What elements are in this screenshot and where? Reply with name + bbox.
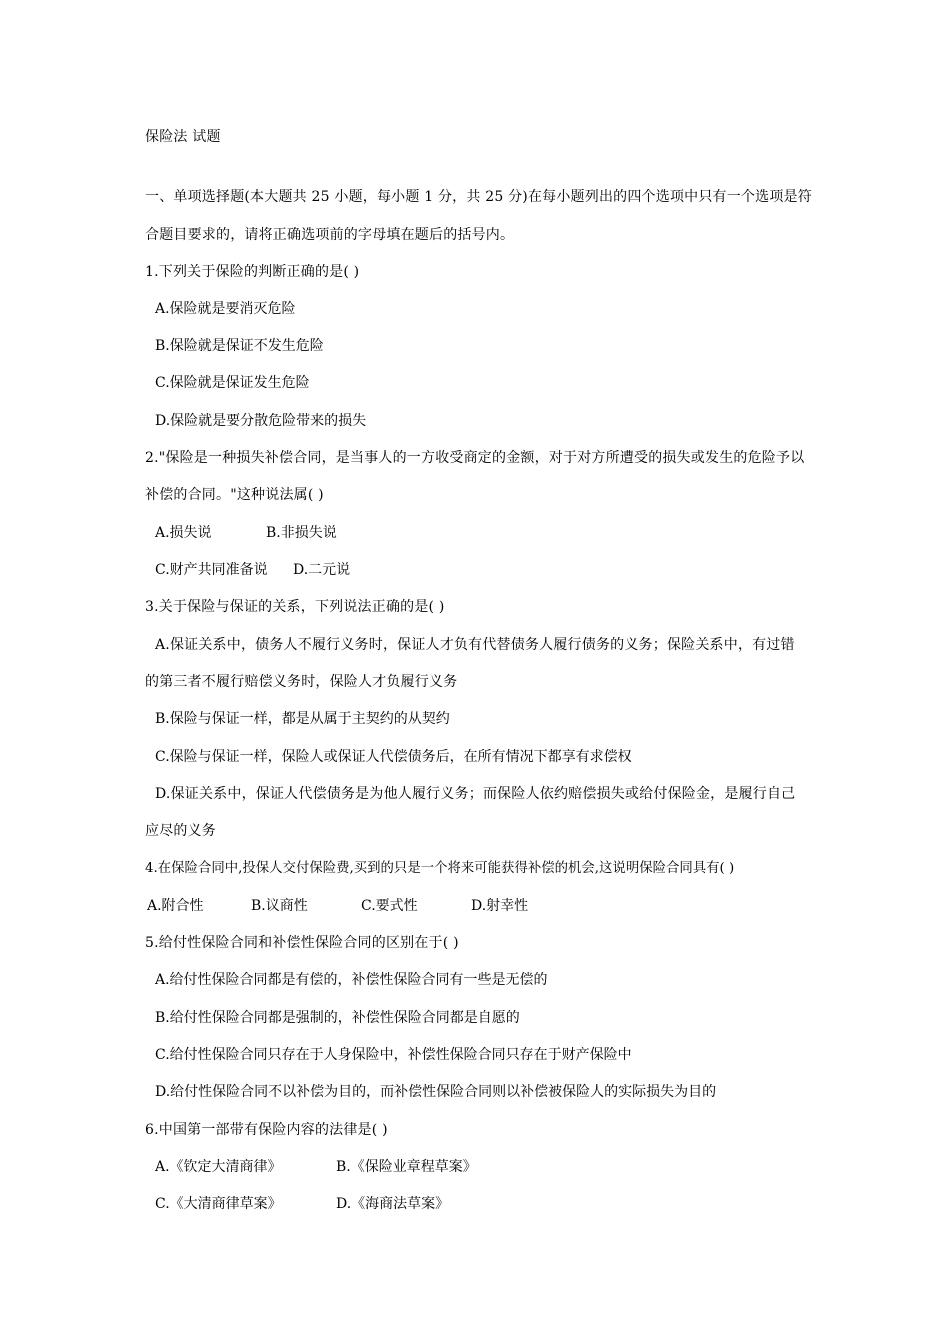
question-3-option-a-line-1: A.保证关系中，债务人不履行义务时，保证人才负有代替债务人履行债务的义务；保险关系中，有过错 [155, 637, 795, 653]
question-5-option-c: C.给付性保险合同只存在于人身保险中，补偿性保险合同只存在于财产保险中 [155, 1047, 632, 1063]
question-2-stem-line-1: 2."保险是一种损失补偿合同，是当事人的一方收受商定的金额，对于对方所遭受的损失或发生的危险予以 [145, 450, 805, 466]
question-1-option-a: A.保险就是要消灭危险 [155, 301, 296, 317]
question-2-stem-line-2: 补偿的合同。"这种说法属( ) [145, 487, 324, 503]
question-6-stem: 6.中国第一部带有保险内容的法律是( ) [145, 1122, 388, 1138]
question-4-stem: 4.在保险合同中,投保人交付保险费,买到的只是一个将来可能获得补偿的机会,这说明保险合同具有( ) [145, 861, 735, 876]
question-2-option-b: B.非损失说 [266, 525, 337, 541]
question-3-option-a-line-2: 的第三者不履行赔偿义务时，保险人才负履行义务 [145, 674, 458, 690]
question-2-option-a: A.损失说 [155, 525, 212, 541]
question-5-option-b: B.给付性保险合同都是强制的，补偿性保险合同都是自愿的 [155, 1010, 520, 1026]
question-4-option-b: B.议商性 [251, 898, 308, 914]
question-4-option-a: A.附合性 [147, 898, 204, 914]
question-6-option-d: D.《海商法草案》 [336, 1196, 450, 1212]
question-4-option-c: C.要式性 [361, 898, 418, 914]
question-1-option-c: C.保险就是保证发生危险 [155, 375, 310, 391]
document-title: 保险法 试题 [145, 129, 221, 145]
question-1-stem: 1.下列关于保险的判断正确的是( ) [145, 264, 360, 280]
question-3-option-d-line-2: 应尽的义务 [145, 823, 216, 839]
question-6-option-c: C.《大清商律草案》 [155, 1196, 282, 1212]
question-1-option-d: D.保险就是要分散危险带来的损失 [155, 413, 367, 429]
question-3-option-b: B.保险与保证一样，都是从属于主契约的从契约 [155, 711, 450, 727]
question-5-option-d: D.给付性保险合同不以补偿为目的，而补偿性保险合同则以补偿被保险人的实际损失为目的 [155, 1084, 717, 1100]
question-1-option-b: B.保险就是保证不发生危险 [155, 338, 324, 354]
question-5-option-a: A.给付性保险合同都是有偿的，补偿性保险合同有一些是无偿的 [155, 972, 548, 988]
question-2-option-c: C.财产共同准备说 [155, 562, 268, 578]
question-6-option-b: B.《保险业章程草案》 [336, 1159, 477, 1175]
question-4-option-d: D.射幸性 [471, 898, 529, 914]
question-3-stem: 3.关于保险与保证的关系，下列说法正确的是( ) [145, 599, 445, 615]
question-3-option-d-line-1: D.保证关系中，保证人代偿债务是为他人履行义务；而保险人依约赔偿损失或给付保险金，是履行自己 [155, 786, 796, 802]
question-6-option-a: A.《钦定大清商律》 [155, 1159, 282, 1175]
section-intro-line-1: 一、单项选择题(本大题共 25 小题，每小题 1 分，共 25 分)在每小题列出的四个选项中只有一个选项是符 [145, 189, 812, 205]
question-5-stem: 5.给付性保险合同和补偿性保险合同的区别在于( ) [145, 935, 459, 951]
question-2-option-d: D.二元说 [293, 562, 351, 578]
question-3-option-c: C.保险与保证一样，保险人或保证人代偿债务后，在所有情况下都享有求偿权 [155, 749, 632, 765]
section-intro-line-2: 合题目要求的，请将正确选项前的字母填在题后的括号内。 [145, 227, 515, 243]
